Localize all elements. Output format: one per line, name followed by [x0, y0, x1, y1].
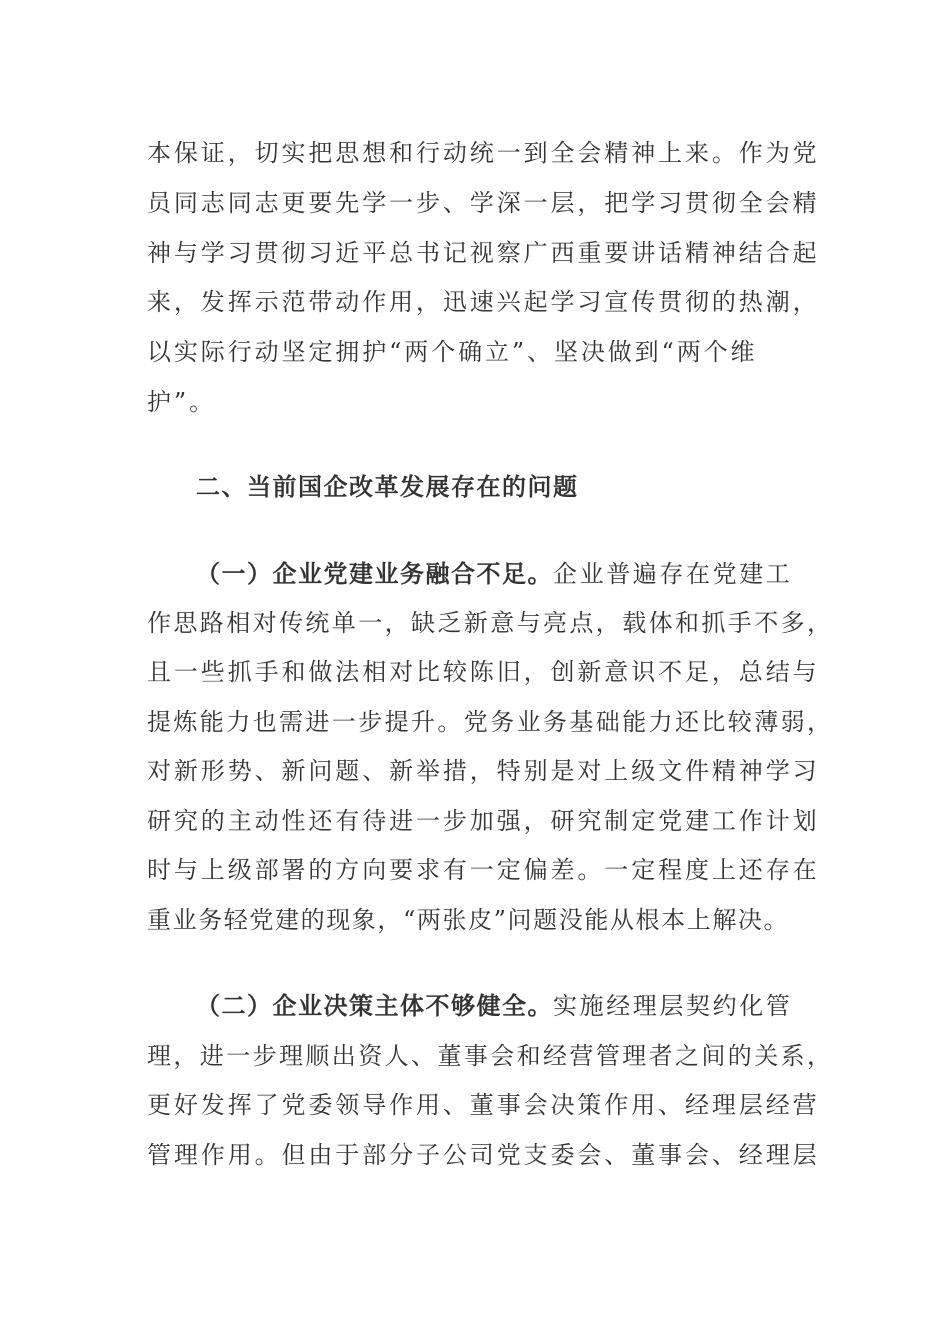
- subsection-first-line: [196, 989, 856, 1023]
- paragraph-line: 管理作用。但由于部分子公司党支委会、董事会、经理层: [147, 1141, 820, 1169]
- paragraph-line: 研究的主动性还有待进一步加强，研究制定党建工作计划: [147, 807, 820, 835]
- subsection-text: 实施经理层契约化管: [553, 992, 793, 1020]
- subsection-first-line: [196, 557, 856, 591]
- paragraph-line: 对新形势、新问题、新举措，特别是对上级文件精神学习: [147, 757, 820, 785]
- paragraph-line: 以实际行动坚定拥护“两个确立”、坚决做到“两个维: [147, 338, 758, 366]
- subsection-text: 企业普遍存在党建工: [553, 560, 793, 588]
- paragraph-line: 提炼能力也需进一步提升。党务业务基础能力还比较薄弱，: [147, 708, 834, 736]
- paragraph-line: 本保证，切实把思想和行动统一到全会精神上来。作为党: [147, 139, 820, 167]
- paragraph-line: 来，发挥示范带动作用，迅速兴起学习宣传贯彻的热潮，: [147, 288, 820, 316]
- paragraph-line: 神与学习贯彻习近平总书记视察广西重要讲话精神结合起: [147, 239, 820, 267]
- paragraph-line: 作思路相对传统单一，缺乏新意与亮点，载体和抓手不多，: [147, 609, 834, 637]
- paragraph-line: 理，进一步理顺出资人、董事会和经营管理者之间的关系，: [147, 1042, 834, 1070]
- subsection-title: （一）企业党建业务融合不足。: [196, 560, 553, 588]
- paragraph-line: 时与上级部署的方向要求有一定偏差。一定程度上还存在: [147, 856, 820, 884]
- paragraph-line: 且一些抓手和做法相对比较陈旧，创新意识不足，总结与: [147, 658, 820, 686]
- subsection-title: （二）企业决策主体不够健全。: [196, 992, 553, 1020]
- section-heading: 二、当前国企改革发展存在的问题: [196, 473, 579, 501]
- paragraph-line: 重业务轻党建的现象，“两张皮”问题没能从根本上解决。: [147, 906, 790, 934]
- paragraph-line: 员同志同志更要先学一步、学深一层，把学习贯彻全会精: [147, 189, 820, 217]
- paragraph-line: 更好发挥了党委领导作用、董事会决策作用、经理层经营: [147, 1091, 820, 1119]
- paragraph-line: 护”。: [147, 388, 216, 416]
